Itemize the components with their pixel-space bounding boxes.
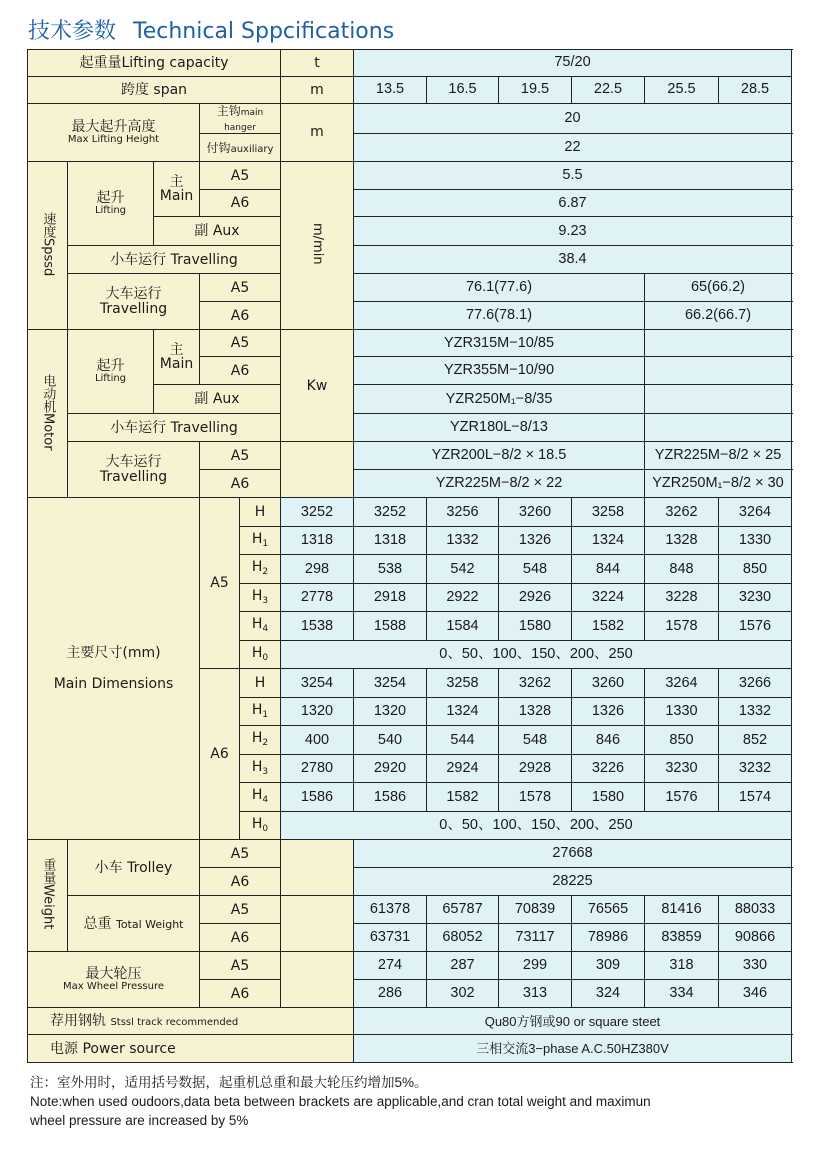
wheel-cell: 299 — [499, 952, 572, 980]
wheel-cell: 287 — [427, 952, 499, 980]
speed-main-label — [154, 162, 200, 217]
dim-cell: 3264 — [719, 498, 792, 527]
motor-group-label — [28, 330, 68, 498]
motor-aux-label: 副 Aux — [154, 385, 281, 414]
dim-symbol-h: H — [251, 701, 263, 718]
dimensions-section — [28, 498, 792, 840]
weight-total-cell: 88033 — [719, 896, 792, 924]
dim-cell: 400 — [281, 726, 354, 755]
height-label-cn: 最大起升高度 — [71, 119, 156, 136]
dim-cell: 1538 — [281, 612, 354, 641]
dim-cell: 298 — [281, 555, 354, 584]
wheel-label-en: Max Wheel Pressure — [62, 980, 165, 992]
dim-cell: 1330 — [719, 526, 792, 555]
dim-cell: 852 — [719, 726, 792, 755]
capacity-label: 起重量Lifting capacity — [28, 50, 281, 77]
dim-cell: 1576 — [645, 783, 719, 812]
dim-symbol-h: H — [251, 815, 263, 832]
dim-symbol-h: H — [251, 587, 263, 604]
track-label-cn: 荐用钢轨 — [50, 1013, 106, 1030]
dim-cell: 3252 — [281, 498, 354, 527]
duty-a5: A5 — [200, 952, 281, 980]
speed-trolley-label: 小车运行 Travelling — [68, 246, 281, 274]
motor-unit-empty — [281, 442, 354, 498]
dim-symbol-h: H — [251, 559, 263, 576]
dim-cell: 2920 — [354, 754, 427, 783]
motor-main-cn: 主 — [169, 341, 184, 358]
wheel-cell: 302 — [427, 980, 499, 1008]
motor-main-en: Main — [159, 356, 194, 373]
duty-a6: A6 — [200, 357, 281, 385]
height-label — [28, 104, 200, 162]
wheel-cell: 330 — [719, 952, 792, 980]
duty-a6: A6 — [200, 980, 281, 1008]
dim-symbol-h: H — [254, 503, 266, 520]
dim-cell: 3254 — [281, 669, 354, 698]
dim-cell: 1574 — [719, 783, 792, 812]
weight-total-cell: 70839 — [499, 896, 572, 924]
duty-a5: A5 — [200, 162, 281, 190]
duty-a5: A5 — [200, 274, 281, 302]
height-main-en: main hanger — [224, 108, 264, 133]
dim-symbol-sub: 1 — [262, 538, 269, 549]
dim-cell: 3224 — [572, 583, 645, 612]
dim-symbol-sub: 4 — [262, 795, 269, 806]
duty-a6: A6 — [200, 868, 281, 896]
weight-group-label — [28, 840, 68, 952]
weight-total-cell: 61378 — [354, 896, 427, 924]
note-en-line2: wheel pressure are increased by 5% — [30, 1113, 249, 1128]
track-value: Qu80方钢或90 or square steet — [354, 1008, 792, 1035]
motor-main-a6: YZR355M−10/90 — [354, 357, 645, 385]
dim-cell: 2926 — [499, 583, 572, 612]
dim-symbol-h: H — [251, 616, 263, 633]
dim-cell: 3228 — [645, 583, 719, 612]
speed-unit-text: m/min — [309, 223, 325, 265]
weight-total-unit — [281, 896, 354, 952]
dim-cell: 540 — [354, 726, 427, 755]
dim-symbol-h: H — [251, 530, 263, 547]
weight-total-cell: 73117 — [499, 924, 572, 952]
track-label-en: Stssl track recommended — [110, 1017, 239, 1029]
motor-main-a5: YZR315M−10/85 — [354, 330, 645, 357]
motor-crane-a5-right: YZR225M−8/2 × 25 — [645, 442, 792, 470]
dim-cell: 846 — [572, 726, 645, 755]
height-main-label — [200, 104, 281, 134]
dim-symbol-h: H — [251, 730, 263, 747]
speed-crane-cn: 大车运行 — [105, 286, 162, 303]
height-unit: m — [281, 104, 354, 162]
wheel-label — [28, 952, 200, 1008]
duty-a6: A6 — [200, 470, 281, 498]
wheel-cell: 346 — [719, 980, 792, 1008]
dim-cell: 1326 — [499, 526, 572, 555]
dim-cell: 3258 — [572, 498, 645, 527]
dim-h0-value: 0、50、100、150、200、250 — [281, 640, 792, 669]
motor-trolley-label: 小车运行 Travelling — [68, 414, 281, 442]
spec-table — [27, 49, 792, 1063]
dim-cell: 3226 — [572, 754, 645, 783]
speed-crane-a5-left: 76.1(77.6) — [354, 274, 645, 302]
notes — [30, 1073, 800, 1130]
span-label: 跨度 span — [28, 77, 281, 104]
wheel-cell: 309 — [572, 952, 645, 980]
dim-cell: 2918 — [354, 583, 427, 612]
dim-symbol — [240, 498, 281, 527]
dim-cell: 3256 — [427, 498, 499, 527]
dim-symbol — [240, 526, 281, 555]
motor-lift-label — [68, 330, 154, 414]
dim-cell: 2778 — [281, 583, 354, 612]
weight-trolley-a6: 28225 — [354, 868, 792, 896]
weight-total-cell: 83859 — [645, 924, 719, 952]
dim-cell: 2780 — [281, 754, 354, 783]
motor-lift-en: Lifting — [94, 372, 127, 384]
dim-cell: 3260 — [572, 669, 645, 698]
dim-symbol — [240, 612, 281, 641]
wheel-cell: 324 — [572, 980, 645, 1008]
duty-a6: A6 — [200, 302, 281, 330]
dim-cell: 850 — [645, 726, 719, 755]
speed-lift-label — [68, 162, 154, 246]
motor-aux-value: YZR250M₁−8/35 — [354, 385, 645, 414]
title-en: Technical Sppcifications — [133, 19, 395, 44]
weight-trolley-unit — [281, 840, 354, 896]
speed-crane-label — [68, 274, 200, 330]
duty-a5: A5 — [200, 896, 281, 924]
dim-cell: 544 — [427, 726, 499, 755]
dim-symbol-sub: 4 — [262, 624, 269, 635]
span-unit: m — [281, 77, 354, 104]
dim-cell: 3254 — [354, 669, 427, 698]
speed-main-en: Main — [159, 188, 194, 205]
dim-symbol-sub: 3 — [262, 595, 269, 606]
dim-cell: 3262 — [499, 669, 572, 698]
height-aux-value: 22 — [354, 134, 792, 162]
weight-trolley-label: 小车 Trolley — [68, 840, 200, 896]
dim-cell: 1326 — [572, 697, 645, 726]
motor-crane-en: Travelling — [99, 468, 168, 485]
dim-cell: 1318 — [281, 526, 354, 555]
capacity-value: 75/20 — [354, 50, 792, 77]
height-main-cn: 主钩 — [216, 104, 241, 118]
dim-cell: 3266 — [719, 669, 792, 698]
dim-cell: 542 — [427, 555, 499, 584]
dim-cell: 548 — [499, 726, 572, 755]
dim-symbol — [240, 783, 281, 812]
dim-symbol — [240, 754, 281, 783]
dim-cell: 848 — [645, 555, 719, 584]
dim-cell: 2922 — [427, 583, 499, 612]
duty-a6: A6 — [200, 669, 240, 840]
motor-crane-label — [68, 442, 200, 498]
dim-cell: 2924 — [427, 754, 499, 783]
weight-total-cell: 63731 — [354, 924, 427, 952]
note-en-line1: Note:when used oudoors,data beta between brackets are applicable,and cran total weight and maximun — [30, 1094, 651, 1109]
dim-symbol-sub: 1 — [262, 709, 269, 720]
dim-cell: 1320 — [354, 697, 427, 726]
dim-cell: 1582 — [572, 612, 645, 641]
motor-crane-a6-left: YZR225M−8/2 × 22 — [354, 470, 645, 498]
dim-symbol — [240, 640, 281, 669]
weight-total-cell: 65787 — [427, 896, 499, 924]
height-aux-cn: 付钩 — [206, 140, 231, 155]
span-cell: 19.5 — [499, 77, 572, 104]
motor-lift-cn: 起升 — [96, 358, 125, 375]
speed-aux-label: 副 Aux — [154, 217, 281, 246]
motor-empty — [645, 330, 792, 357]
speed-lift-cn: 起升 — [96, 190, 125, 207]
wheel-cell: 313 — [499, 980, 572, 1008]
power-label: 电源 Power source — [28, 1035, 354, 1063]
dim-cell: 1330 — [645, 697, 719, 726]
duty-a6: A6 — [200, 190, 281, 217]
dim-cell: 3262 — [645, 498, 719, 527]
span-cell: 22.5 — [572, 77, 645, 104]
span-cell: 16.5 — [427, 77, 499, 104]
wheel-cell: 334 — [645, 980, 719, 1008]
dim-cell: 3258 — [427, 669, 499, 698]
dim-symbol — [240, 669, 281, 698]
page-title — [28, 14, 394, 45]
dim-cell: 1588 — [354, 612, 427, 641]
dim-cell: 548 — [499, 555, 572, 584]
dim-symbol — [240, 697, 281, 726]
speed-trolley-value: 38.4 — [354, 246, 792, 274]
dim-cell: 1332 — [719, 697, 792, 726]
wheel-cell: 318 — [645, 952, 719, 980]
capacity-unit: t — [281, 50, 354, 77]
weight-total-cell: 90866 — [719, 924, 792, 952]
height-label-en: Max Lifting Height — [67, 133, 160, 145]
span-cell: 28.5 — [719, 77, 792, 104]
speed-crane-a6-right: 66.2(66.7) — [645, 302, 792, 330]
wheel-cell: 274 — [354, 952, 427, 980]
dim-cell: 3260 — [499, 498, 572, 527]
note-cn: 注：室外用时，适用括号数据，起重机总重和最大轮压约增加5%。 — [30, 1075, 428, 1090]
dim-cell: 1324 — [427, 697, 499, 726]
weight-total-label — [68, 896, 200, 952]
track-label — [28, 1008, 354, 1035]
dim-cell: 1586 — [281, 783, 354, 812]
speed-crane-en: Travelling — [99, 300, 168, 317]
speed-aux-value: 9.23 — [354, 217, 792, 246]
motor-crane-a5-left: YZR200L−8/2 × 18.5 — [354, 442, 645, 470]
dim-symbol — [240, 726, 281, 755]
weight-total-cell: 81416 — [645, 896, 719, 924]
duty-a5: A5 — [200, 442, 281, 470]
speed-main-a5: 5.5 — [354, 162, 792, 190]
duty-a5: A5 — [200, 330, 281, 357]
wheel-unit — [281, 952, 354, 1008]
weight-total-en: Total Weight — [115, 917, 184, 931]
motor-group-text: 电动机Motor — [40, 373, 56, 451]
dim-symbol-sub: 3 — [262, 766, 269, 777]
wheel-label-cn: 最大轮压 — [85, 966, 142, 983]
dim-cell: 1332 — [427, 526, 499, 555]
title-cn: 技术参数 — [28, 19, 117, 44]
dim-cell: 1324 — [572, 526, 645, 555]
dim-symbol — [240, 811, 281, 840]
dim-symbol-sub: 0 — [262, 652, 269, 663]
dim-symbol — [240, 555, 281, 584]
dim-cell: 1318 — [354, 526, 427, 555]
duty-a6: A6 — [200, 924, 281, 952]
motor-empty — [645, 357, 792, 385]
dim-cell: 1584 — [427, 612, 499, 641]
dim-cell: 1320 — [281, 697, 354, 726]
speed-crane-a6-left: 77.6(78.1) — [354, 302, 645, 330]
dim-cell: 3230 — [645, 754, 719, 783]
motor-crane-cn: 大车运行 — [105, 454, 162, 471]
speed-group-label — [28, 162, 68, 330]
dims-label-en: Main Dimensions — [53, 675, 174, 692]
dim-cell: 1328 — [499, 697, 572, 726]
motor-empty — [645, 385, 792, 414]
weight-total-cn: 总重 — [83, 915, 112, 932]
dim-symbol-h: H — [251, 644, 263, 661]
dim-cell: 1580 — [572, 783, 645, 812]
motor-crane-a6-right: YZR250M₁−8/2 × 30 — [645, 470, 792, 498]
dim-cell: 1580 — [499, 612, 572, 641]
speed-group-text: 速度Spssd — [40, 211, 56, 277]
speed-lift-en: Lifting — [94, 204, 127, 216]
motor-main-label — [154, 330, 200, 385]
wheel-cell: 286 — [354, 980, 427, 1008]
dim-h0-value: 0、50、100、150、200、250 — [281, 811, 792, 840]
duty-a5: A5 — [200, 840, 281, 868]
dim-cell: 3230 — [719, 583, 792, 612]
span-cell: 13.5 — [354, 77, 427, 104]
dims-label-cn: 主要尺寸(mm) — [66, 645, 161, 662]
weight-total-cell: 68052 — [427, 924, 499, 952]
dim-cell: 844 — [572, 555, 645, 584]
dim-cell: 3264 — [645, 669, 719, 698]
dim-cell: 1586 — [354, 783, 427, 812]
dim-cell: 1578 — [645, 612, 719, 641]
dim-symbol-sub: 2 — [262, 567, 269, 578]
speed-unit — [281, 162, 354, 330]
dim-symbol-sub: 2 — [262, 738, 269, 749]
weight-trolley-a5: 27668 — [354, 840, 792, 868]
dim-symbol-h: H — [251, 787, 263, 804]
span-cell: 25.5 — [645, 77, 719, 104]
speed-crane-a5-right: 65(66.2) — [645, 274, 792, 302]
speed-main-cn: 主 — [169, 173, 184, 190]
duty-a5: A5 — [200, 498, 240, 669]
dim-cell: 1578 — [499, 783, 572, 812]
motor-empty — [645, 414, 792, 442]
weight-total-cell: 76565 — [572, 896, 645, 924]
dim-cell: 1582 — [427, 783, 499, 812]
motor-trolley-value: YZR180L−8/13 — [354, 414, 645, 442]
dim-cell: 3252 — [354, 498, 427, 527]
dims-label — [28, 498, 200, 840]
dim-symbol-h: H — [251, 758, 263, 775]
weight-group-text: 重量Weight — [40, 858, 56, 930]
dim-cell: 2928 — [499, 754, 572, 783]
dim-cell: 538 — [354, 555, 427, 584]
height-main-value: 20 — [354, 104, 792, 134]
dim-symbol — [240, 583, 281, 612]
dim-cell: 3232 — [719, 754, 792, 783]
power-value: 三相交流3−phase A.C.50HZ380V — [354, 1035, 792, 1063]
weight-total-cell: 78986 — [572, 924, 645, 952]
dim-symbol-h: H — [254, 674, 266, 691]
motor-unit: Kw — [281, 330, 354, 442]
height-aux-label — [200, 134, 281, 162]
height-aux-en: auxiliary — [230, 143, 274, 155]
speed-main-a6: 6.87 — [354, 190, 792, 217]
dim-cell: 1576 — [719, 612, 792, 641]
dim-symbol-sub: 0 — [262, 823, 269, 834]
dim-cell: 1328 — [645, 526, 719, 555]
dim-cell: 850 — [719, 555, 792, 584]
